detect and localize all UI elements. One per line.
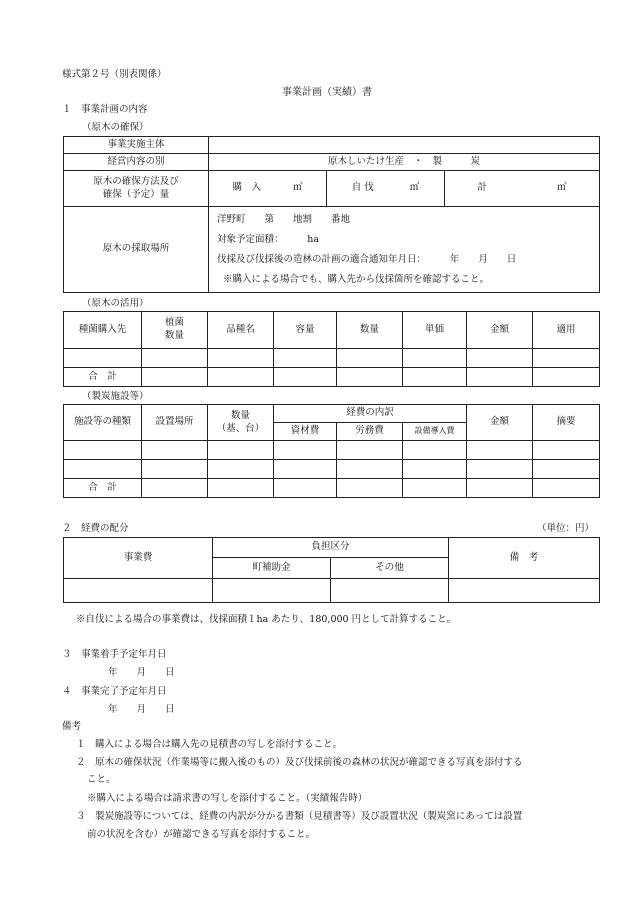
burden-header: 負担区分 xyxy=(213,538,449,558)
section1-heading: １ 事業計画の内容 xyxy=(62,104,148,115)
site-details[interactable] xyxy=(209,207,600,293)
note-2: ２ 原木の確保状況（作業場等に搬入後のもの）及び伐採前後の森林の状況が確認できる写真を添付する xyxy=(76,757,523,768)
section2-unit: （単位：円） xyxy=(537,523,595,534)
note-2-cont: こと。 xyxy=(87,774,116,785)
total-amount-cell[interactable] xyxy=(445,171,600,207)
note-3: ３ 製炭施設等については、経費の内訳が分かる書類（見積書等）及び設置状況（製炭窯にあっては設置 xyxy=(76,811,523,822)
kiln-cell[interactable] xyxy=(64,460,142,479)
use-cell[interactable] xyxy=(64,349,142,368)
note-2-sub: ※購入による場合は請求書の写しを添付すること。（実績報告時） xyxy=(87,793,368,804)
use-cell[interactable] xyxy=(274,349,337,368)
kiln-total-row xyxy=(64,479,600,498)
kiln-cell[interactable] xyxy=(274,460,337,479)
use-cell[interactable] xyxy=(337,349,403,368)
self-cut-cell[interactable] xyxy=(327,171,445,207)
kiln-table xyxy=(63,404,600,498)
use-cell[interactable] xyxy=(533,368,600,387)
use-header-amount: 金額 xyxy=(467,312,533,349)
kiln-cell[interactable] xyxy=(403,479,467,498)
kiln-cell[interactable] xyxy=(208,460,274,479)
kiln-header-quantity xyxy=(208,405,274,441)
start-date[interactable]: 年 月 日 xyxy=(108,667,175,678)
kiln-header-labor: 労務費 xyxy=(337,423,403,441)
purchase-unit: ㎥ xyxy=(293,182,303,194)
kiln-header-place: 設置場所 xyxy=(142,405,208,441)
total-label: 計 xyxy=(477,182,487,194)
use-header-supplier: 種菌購入先 xyxy=(64,312,142,349)
kiln-cell[interactable] xyxy=(467,441,533,460)
use-cell[interactable] xyxy=(208,368,274,387)
use-header-capacity: 容量 xyxy=(274,312,337,349)
use-cell[interactable] xyxy=(467,368,533,387)
document-title: 事業計画（実績）書 xyxy=(282,87,372,98)
use-cell[interactable] xyxy=(403,368,467,387)
kiln-header-amount: 金額 xyxy=(467,405,533,441)
kiln-subheading: （製炭施設等） xyxy=(82,391,149,402)
kiln-cell[interactable] xyxy=(208,441,274,460)
use-total-label: 合 計 xyxy=(64,368,142,387)
use-cell[interactable] xyxy=(533,349,600,368)
kiln-cell[interactable] xyxy=(142,460,208,479)
site-notice-date: 伐採及び伐採後の造林の計画の適合通知年月日： 年 月 日 xyxy=(217,253,517,265)
kiln-cell[interactable] xyxy=(467,479,533,498)
use-header-unit-price: 単価 xyxy=(403,312,467,349)
use-header-applicable: 適用 xyxy=(533,312,600,349)
wood-securing-table xyxy=(63,136,600,293)
use-cell[interactable] xyxy=(467,349,533,368)
section4-heading: ４ 事業完了予定年月日 xyxy=(62,686,167,697)
town-subsidy-header: 町補助金 xyxy=(213,558,331,579)
site-label: 原木の採取場所 xyxy=(64,207,209,293)
kiln-total-label: 合 計 xyxy=(64,479,142,498)
kiln-cell[interactable] xyxy=(337,479,403,498)
use-total-row xyxy=(64,368,600,387)
kiln-cell[interactable] xyxy=(337,460,403,479)
site-area: 対象予定面積： ha xyxy=(217,233,320,245)
section2-heading: ２ 経費の配分 xyxy=(62,523,129,534)
form-number: 様式第２号（別表関係） xyxy=(62,69,167,80)
operator-label: 事業実施主体 xyxy=(64,137,209,154)
kiln-cell[interactable] xyxy=(274,441,337,460)
other-input[interactable] xyxy=(331,579,449,603)
site-note: ※購入による場合でも、購入先から伐採箇所を確認すること。 xyxy=(223,273,490,285)
completion-date[interactable]: 年 月 日 xyxy=(108,704,175,715)
cost-allocation-table xyxy=(63,537,600,603)
use-header-variety: 品種名 xyxy=(208,312,274,349)
total-unit: ㎥ xyxy=(557,182,567,194)
kiln-cell[interactable] xyxy=(142,441,208,460)
kiln-cell[interactable] xyxy=(208,479,274,498)
use-header-inoculation-qty: 植菌 数量 xyxy=(142,312,208,349)
self-cut-label: 自 伐 xyxy=(351,182,374,194)
business-type-label: 経営内容の別 xyxy=(64,154,209,171)
kiln-header-summary: 摘要 xyxy=(533,405,600,441)
project-cost-input[interactable] xyxy=(64,579,213,603)
wood-use-subheading: （原木の活用） xyxy=(82,298,149,309)
kiln-header-material: 資材費 xyxy=(274,423,337,441)
site-address: 洋野町 第 地割 番地 xyxy=(217,213,351,225)
kiln-header-type: 施設等の種類 xyxy=(64,405,142,441)
kiln-cell[interactable] xyxy=(533,479,600,498)
kiln-cell[interactable] xyxy=(64,441,142,460)
town-subsidy-input[interactable] xyxy=(213,579,331,603)
kiln-cell[interactable] xyxy=(274,479,337,498)
kiln-cell[interactable] xyxy=(403,460,467,479)
kiln-cell[interactable] xyxy=(337,441,403,460)
remarks-header: 備 考 xyxy=(449,538,600,579)
use-cell[interactable] xyxy=(208,349,274,368)
kiln-header-breakdown: 経費の内訳 xyxy=(274,405,467,423)
self-cut-cost-note: ※自伐による場合の事業費は、伐採面積１ha あたり、180,000 円として計算すること。 xyxy=(76,614,457,625)
use-row xyxy=(64,349,600,368)
method-label-line1: 原木の確保方法及び xyxy=(93,175,179,187)
kiln-cell[interactable] xyxy=(533,460,600,479)
other-header: その他 xyxy=(331,558,449,579)
wood-securing-subheading: （原木の確保） xyxy=(82,122,149,133)
use-cell[interactable] xyxy=(403,349,467,368)
kiln-cell[interactable] xyxy=(467,460,533,479)
note-1: １ 購入による場合は購入先の見積書の写しを添付すること。 xyxy=(76,739,343,750)
remarks-input[interactable] xyxy=(449,579,600,603)
use-cell[interactable] xyxy=(142,368,208,387)
use-cell[interactable] xyxy=(337,368,403,387)
method-label-line2: 確保（予定）量 xyxy=(102,188,170,200)
kiln-header-quantity-2: （基、台） xyxy=(216,422,265,434)
self-cut-unit: ㎥ xyxy=(409,182,420,194)
kiln-cell[interactable] xyxy=(142,479,208,498)
purchase-cell[interactable] xyxy=(209,171,327,207)
section3-heading: ３ 事業着手予定年月日 xyxy=(62,649,167,660)
kiln-header-quantity-1: 数量 xyxy=(230,409,250,421)
note-3-cont: 前の状況を含む）が確認できる写真を添付すること。 xyxy=(87,829,316,840)
kiln-header-equipment: 設備導入費 xyxy=(403,423,467,441)
purchase-label: 購 入 xyxy=(232,182,261,194)
method-label xyxy=(64,171,209,207)
project-cost-header: 事業費 xyxy=(64,538,213,579)
use-cell[interactable] xyxy=(142,349,208,368)
kiln-row xyxy=(64,441,600,460)
use-cell[interactable] xyxy=(274,368,337,387)
kiln-row xyxy=(64,460,600,479)
wood-use-table xyxy=(63,311,600,387)
operator-input[interactable] xyxy=(209,137,600,154)
kiln-cell[interactable] xyxy=(533,441,600,460)
kiln-cell[interactable] xyxy=(403,441,467,460)
business-type-value[interactable]: 原木しいたけ生産 ・ 製 炭 xyxy=(209,154,600,171)
cost-row xyxy=(64,579,600,603)
use-header-quantity: 数量 xyxy=(337,312,403,349)
notes-heading: 備考 xyxy=(62,721,82,732)
